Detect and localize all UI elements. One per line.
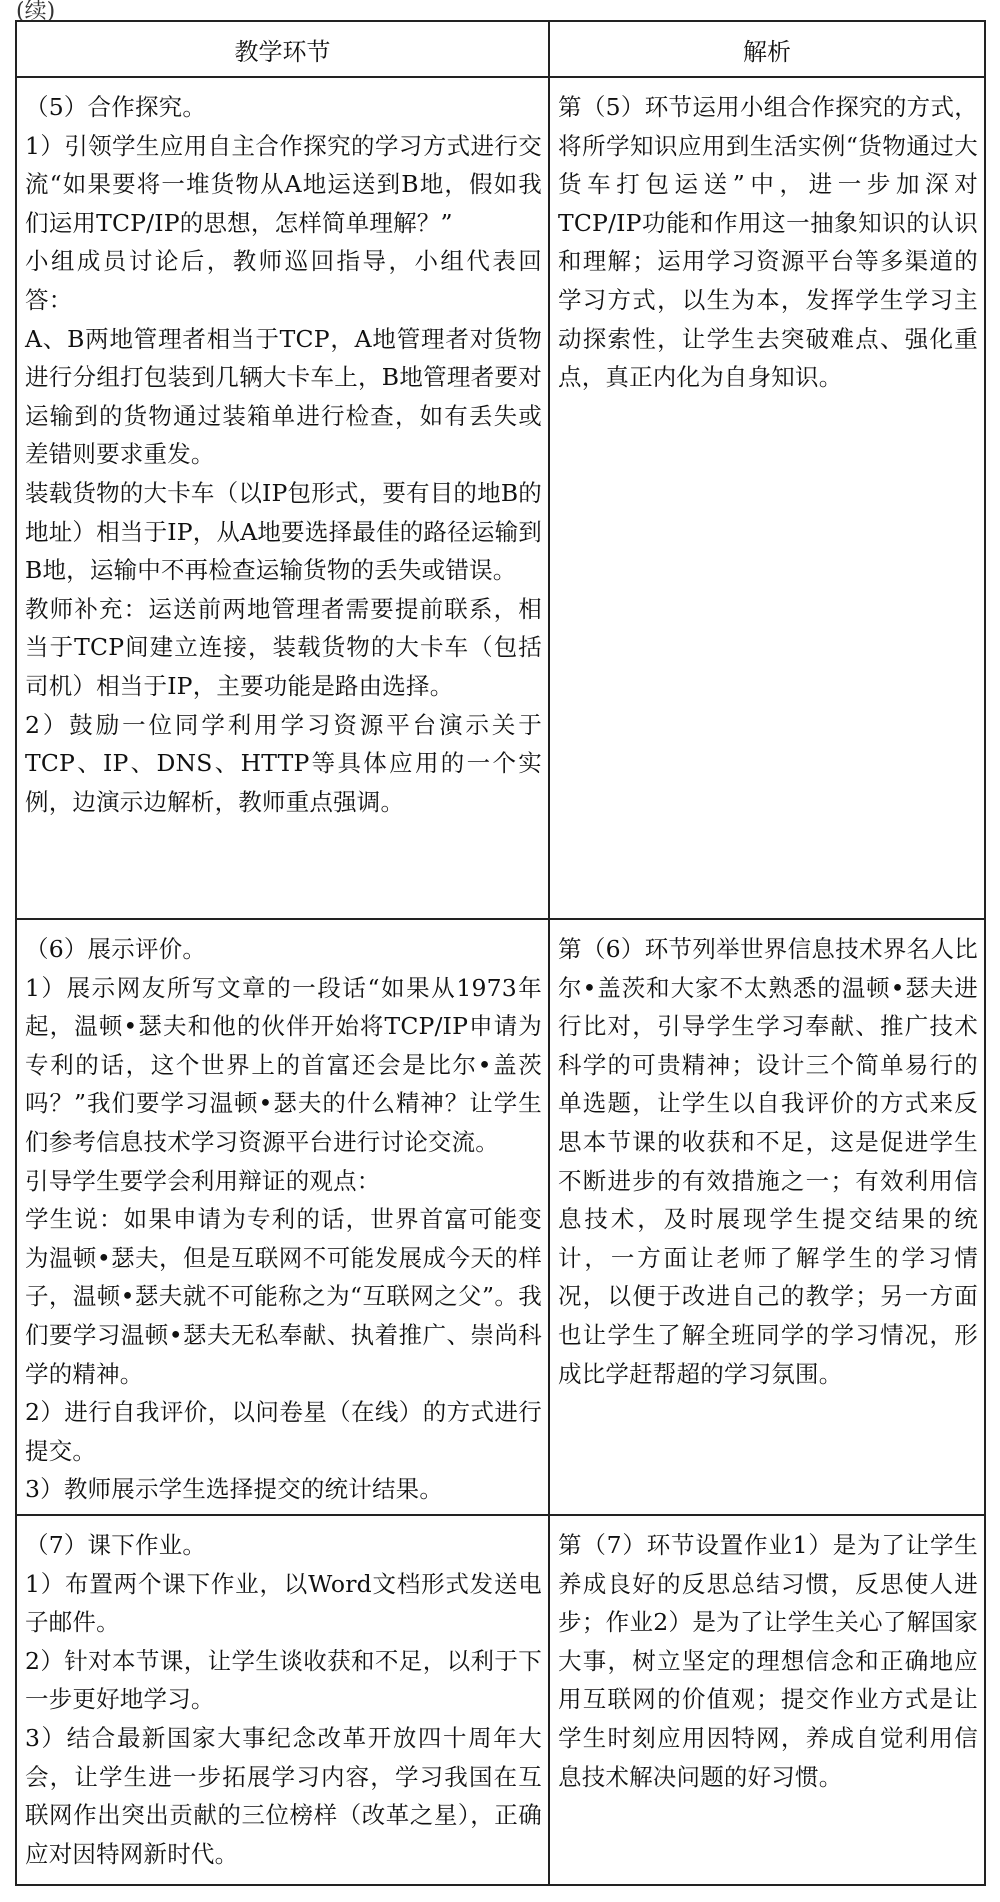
- analysis-text: 第（5）环节运用小组合作探究的方式，将所学知识应用到生活实例“货物通过大货车打包运送”中，进一步加深对TCP/IP功能和作用这一抽象知识的认识和理解；运用学习资源平台等多渠道的学习方式，以生为本，发挥学生学习主动探索性，让学生去突破难点、强化重点，真正内化为自身知识。: [558, 93, 978, 392]
- paragraph: 小组成员讨论后，教师巡回指导，小组代表回答：: [25, 247, 542, 314]
- paragraph: 1）展示网友所写文章的一段话“如果从1973年起，温顿•瑟夫和他的伙伴开始将TCP/IP申请为专利的话，这个世界上的首富还会是比尔•盖茨吗？”我们要学习温顿•瑟夫的什么精神？让学生们参考信息技术学习资源平台进行讨论交流。: [25, 973, 542, 1156]
- section-heading: （7）课下作业。: [25, 1531, 207, 1559]
- paragraph: 2）鼓励一位同学利用学习资源平台演示关于TCP、IP、DNS、HTTP等具体应用的一个实例，边演示边解析，教师重点强调。: [25, 710, 542, 816]
- teaching-cell: [16, 1515, 549, 1885]
- teaching-cell: [16, 919, 549, 1515]
- table-row: [16, 919, 985, 1515]
- paragraph: 装载货物的大卡车（以IP包形式，要有目的地B的地址）相当于IP，从A地要选择最佳的路径运输到B地，运输中不再检查运输货物的丢失或错误。: [25, 478, 542, 585]
- header-teaching: 教学环节: [16, 21, 549, 77]
- paragraph: 教师补充：运送前两地管理者需要提前联系，相当于TCP间建立连接，装载货物的大卡车（包括司机）相当于IP，主要功能是路由选择。: [25, 594, 542, 700]
- paragraph: 2）进行自我评价，以问卷星（在线）的方式进行提交。: [25, 1398, 542, 1465]
- analysis-text: 第（6）环节列举世界信息技术界名人比尔•盖茨和大家不太熟悉的温顿•瑟夫进行比对，引导学生学习奉献、推广技术科学的可贵精神；设计三个简单易行的单选题，让学生以自我评价的方式来反思本节课的收获和不足，这是促进学生不断进步的有效措施之一；有效利用信息技术，及时展现学生提交结果的统计，一方面让老师了解学生的学习情况，以便于改进自己的教学；另一方面也让学生了解全班同学的学习情况，形成比学赶帮超的学习氛围。: [558, 935, 978, 1388]
- paragraph: 2）针对本节课，让学生谈收获和不足，以利于下一步更好地学习。: [25, 1646, 542, 1714]
- header-analysis: 解析: [549, 21, 985, 77]
- analysis-text: 第（7）环节设置作业1）是为了让学生养成良好的反思总结习惯，反思使人进步；作业2）是为了让学生关心了解国家大事，树立坚定的理想信念和正确地应用互联网的价值观；提交作业方式是让学生时刻应用因特网，养成自觉利用信息技术解决问题的好习惯。: [558, 1531, 978, 1791]
- paragraph: 1）布置两个课下作业，以Word文档形式发送电子邮件。: [25, 1569, 542, 1637]
- section-heading: （5）合作探究。: [25, 93, 207, 121]
- paragraph: 引导学生要学会利用辩证的观点：: [25, 1166, 381, 1195]
- paragraph: 3）结合最新国家大事纪念改革开放四十周年大会，让学生进一步拓展学习内容，学习我国在互联网作出突出贡献的三位榜样（改革之星），正确应对因特网新时代。: [25, 1723, 542, 1868]
- lesson-analysis-table: [15, 20, 986, 1886]
- teaching-cell: [16, 77, 549, 919]
- paragraph: 学生说：如果申请为专利的话，世界首富可能变为温顿•瑟夫，但是互联网不可能发展成今天的样子，温顿•瑟夫就不可能称之为“互联网之父”。我们要学习温顿•瑟夫无私奉献、执着推广、崇尚科学的精神。: [25, 1205, 542, 1388]
- table-row: [16, 77, 985, 919]
- table-row: [16, 1515, 985, 1885]
- paragraph: 1）引领学生应用自主合作探究的学习方式进行交流“如果要将一堆货物从A地运送到B地，假如我们运用TCP/IP的思想，怎样简单理解？”: [25, 131, 542, 237]
- analysis-cell: [549, 77, 985, 919]
- paragraph: A、B两地管理者相当于TCP，A地管理者对货物进行分组打包装到几辆大卡车上，B地管理者要对运输到的货物通过装箱单进行检查，如有丢失或差错则要求重发。: [25, 324, 542, 469]
- paragraph: 3）教师展示学生选择提交的统计结果。: [25, 1475, 444, 1504]
- continued-marker: (续): [16, 0, 56, 24]
- section-heading: （6）展示评价。: [25, 935, 207, 963]
- analysis-cell: [549, 919, 985, 1515]
- analysis-cell: [549, 1515, 985, 1885]
- table-header-row: [16, 21, 985, 77]
